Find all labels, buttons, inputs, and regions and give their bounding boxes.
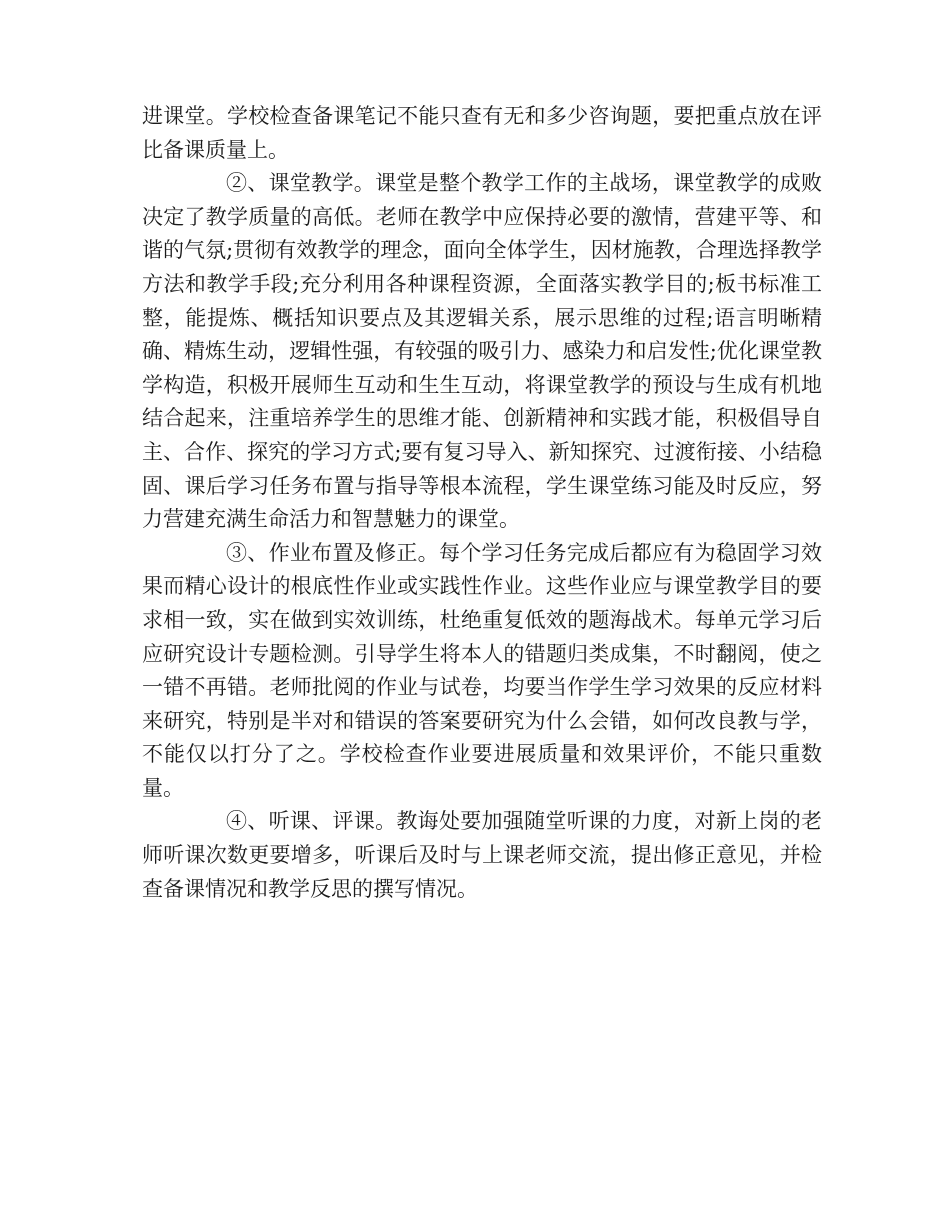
paragraph-continuation: 进课堂。学校检查备课笔记不能只查有无和多少咨询题，要把重点放在评比备课质量上。 bbox=[142, 104, 822, 162]
document-body bbox=[142, 100, 822, 906]
paragraph-classroom-teaching: ②、课堂教学。课堂是整个教学工作的主战场，课堂教学的成败决定了教学质量的高低。老师在教学中应保持必要的激情，营建平等、和谐的气氛;贯彻有效教学的理念，面向全体学生，因材施教，合理选择教学方法和教学手段;充分利用各种课程资源，全面落实教学目的;板书标准工整，能提炼、概括知识要点及其逻辑关系，展示思维的过程;语言明晰精确、精炼生动，逻辑性强，有较强的吸引力、感染力和启发性;优化课堂教学构造，积极开展师生互动和生生互动，将课堂教学的预设与生成有机地结合起来，注重培养学生的思维才能、创新精神和实践才能，积极倡导自主、合作、探究的学习方式;要有复习导入、新知探究、过渡衔接、小结稳固、课后学习任务布置与指导等根本流程，学生课堂练习能及时反应，努力营建充满生命活力和智慧魅力的课堂。 bbox=[142, 171, 822, 532]
paragraph-lesson-observation: ④、听课、评课。教诲处要加强随堂听课的力度，对新上岗的老师听课次数更要增多，听课后及时与上课老师交流，提出修正意见，并检查备课情况和教学反思的撰写情况。 bbox=[142, 809, 822, 901]
paragraph-homework: ③、作业布置及修正。每个学习任务完成后都应有为稳固学习效果而精心设计的根底性作业或实践性作业。这些作业应与课堂教学目的要求相一致，实在做到实效训练，杜绝重复低效的题海战术。每单元学习后应研究设计专题检测。引导学生将本人的错题归类成集，不时翻阅，使之一错不再错。老师批阅的作业与试卷，均要当作学生学习效果的反应材料来研究，特别是半对和错误的答案要研究为什么会错，如何改良教与学，不能仅以打分了之。学校检查作业要进展质量和效果评价，不能只重数量。 bbox=[142, 540, 822, 800]
